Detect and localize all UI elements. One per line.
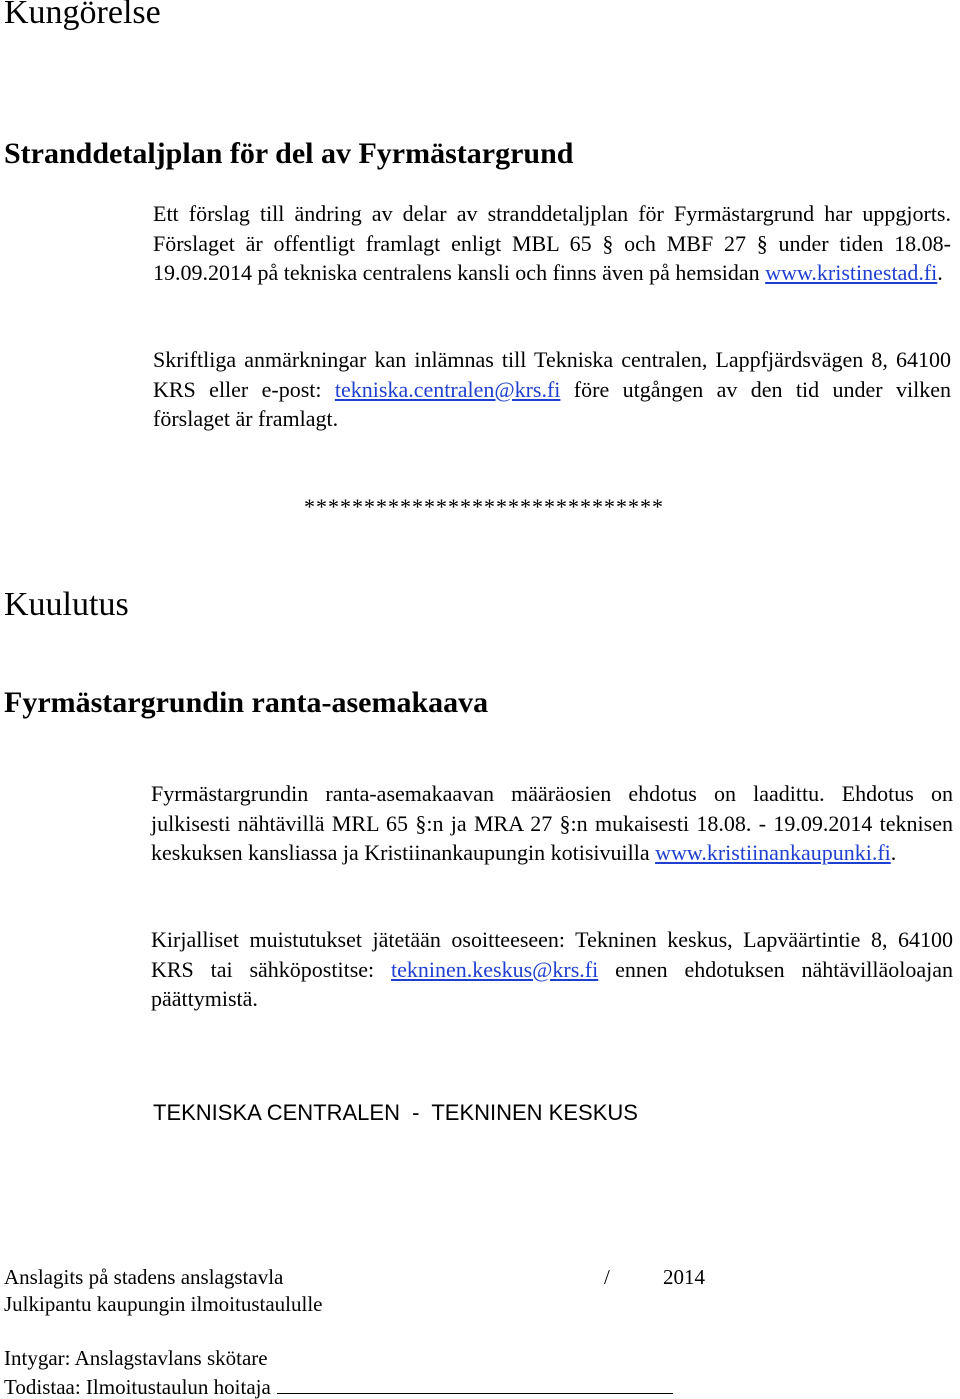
finnish-paragraph-1-end: . — [890, 840, 897, 865]
certify-label-sv: Intygar: Anslagstavlans skötare — [4, 1346, 268, 1370]
posted-label-fi: Julkipantu kaupungin ilmoitustaululle — [4, 1292, 323, 1316]
swedish-title: Kungörelse — [4, 0, 161, 31]
signature-line — [277, 1375, 673, 1394]
finnish-paragraph-1-text: Fyrmästargrundin ranta-asemakaavan määräosien ehdotus on laadittu. Ehdotus on julkisesti nähtävillä MRL 65 §:n ja MRA 27 §:n mukaisesti 18.08. - 19.09.2014 teknisen keskuksen kansliassa ja Kristiinankaupungin kotisivuilla — [151, 781, 953, 865]
finnish-title: Kuulutus — [4, 586, 129, 623]
certify-label-fi: Todistaa: Ilmoitustaulun hoitaja — [4, 1375, 271, 1399]
posted-year: 2014 — [663, 1265, 705, 1289]
certify-row-fi — [4, 1375, 673, 1398]
section-separator: ****************************** — [304, 494, 664, 519]
finnish-paragraph-2-end: ennen ehdotuksen nähtävilläoloajan päättymistä. — [151, 956, 954, 1011]
department-signature: TEKNISKA CENTRALEN - TEKNINEN KESKUS — [153, 1100, 638, 1125]
swedish-paragraph-2 — [153, 345, 951, 434]
swedish-paragraph-2-end: före utgången av den tid under vilken förslaget är framlagt. — [153, 376, 951, 431]
website-link-sv[interactable]: www.kristinestad.fi — [765, 260, 938, 285]
finnish-paragraph-2-text: Kirjalliset muistutukset jätetään osoitteeseen: Tekninen keskus, Lapväärtintie 8, 64100 KRS tai sähköpostitse: — [151, 927, 953, 982]
swedish-paragraph-1-end: . — [937, 260, 943, 285]
finnish-paragraph-2 — [151, 925, 953, 1014]
finnish-paragraph-1 — [151, 779, 953, 868]
swedish-subtitle: Stranddetaljplan för del av Fyrmästargrund — [4, 137, 574, 170]
swedish-paragraph-1 — [153, 199, 951, 288]
finnish-subtitle: Fyrmästargrundin ranta-asemakaava — [4, 686, 489, 719]
swedish-paragraph-1-text: Ett förslag till ändring av delar av stranddetaljplan för Fyrmästargrund har uppgjorts. Förslaget är offentligt framlagt enligt MBL 65 § och MBF 27 § under tiden 18.08-19.09.2014 på tekniska centralens kansli och finns även på hemsidan — [153, 201, 951, 285]
email-link-fi[interactable]: tekninen.keskus@krs.fi — [391, 956, 599, 982]
posted-slash: / — [604, 1265, 610, 1289]
swedish-paragraph-2-text: Skriftliga anmärkningar kan inlämnas till Tekniska centralen, Lappfjärdsvägen 8, 64100 KRS eller e-post: — [153, 347, 951, 402]
website-link-fi[interactable]: www.kristiinankaupunki.fi — [655, 840, 891, 865]
email-link-sv[interactable]: tekniska.centralen@krs.fi — [334, 376, 561, 402]
posted-label-sv: Anslagits på stadens anslagstavla — [4, 1265, 284, 1289]
